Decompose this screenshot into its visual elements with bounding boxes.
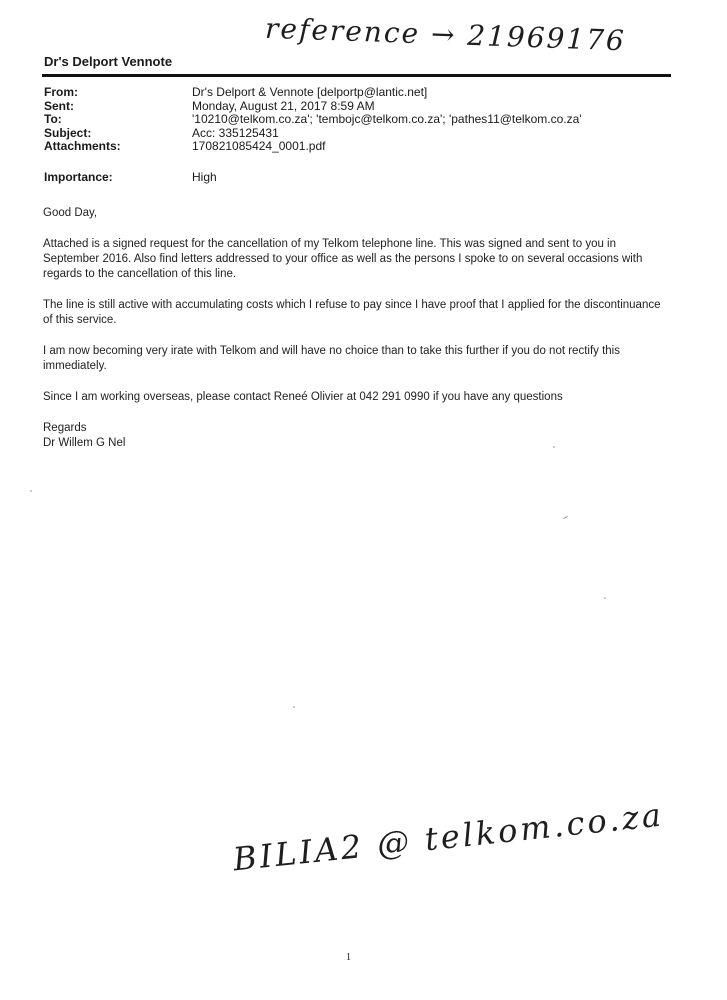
body-paragraph-2: The line is still active with accumulating costs which I refuse to pay since I have proof that I applied for the discontinuance of this service.: [43, 299, 661, 326]
sent-label: Sent:: [44, 98, 74, 113]
body-paragraph-3: I am now becoming very irate with Telkom and will have no choice than to take this further if you do not rectify this immediately.: [43, 345, 620, 372]
scan-speck: [553, 446, 555, 448]
importance-value: High: [192, 169, 217, 184]
sent-value: Monday, August 21, 2017 8:59 AM: [192, 98, 375, 113]
signature: Dr Willem G Nel: [43, 437, 126, 449]
scan-speck: [30, 490, 32, 492]
email-header-block: [44, 86, 684, 184]
from-label: From:: [44, 85, 78, 99]
importance-row: [44, 171, 684, 185]
scan-speck: [293, 706, 295, 708]
handwritten-email-note: BILIA2 @ telkom.co.za: [231, 795, 666, 879]
closing: Regards: [43, 422, 87, 434]
page-number: 1: [346, 952, 351, 963]
from-row: [44, 86, 684, 100]
attachments-row: [44, 140, 684, 154]
subject-value: Acc: 335125431: [192, 125, 279, 140]
subject-label: Subject:: [44, 125, 92, 140]
sent-row: [44, 100, 684, 114]
body-paragraph-4: Since I am working overseas, please contact Reneé Olivier at 042 291 0990 if you have any questions: [43, 391, 563, 403]
subject-row: [44, 127, 684, 141]
scan-speck: [563, 516, 568, 519]
handwritten-reference-note: reference → 21969176: [264, 11, 627, 58]
scan-speck: [604, 597, 606, 599]
from-value: Dr's Delport & Vennote [delportp@lantic.net]: [192, 85, 428, 99]
sender-title: Dr's Delport Vennote: [44, 54, 173, 69]
attachments-value: 170821085424_0001.pdf: [192, 139, 326, 153]
body-paragraph-1: Attached is a signed request for the cancellation of my Telkom telephone line. This was signed and sent to you in September 2016. Also find letters addressed to your office as well as the persons I spoke to on several occasions with regards to the cancellation of this line.: [43, 238, 643, 280]
to-label: To:: [44, 112, 62, 126]
to-value: '10210@telkom.co.za'; 'tembojc@telkom.co.za'; 'pathes11@telkom.co.za': [192, 112, 582, 126]
title-divider: [42, 74, 671, 77]
attachments-label: Attachments:: [44, 139, 121, 153]
to-row: [44, 113, 684, 127]
importance-label: Importance:: [44, 169, 113, 184]
greeting: Good Day,: [43, 207, 98, 219]
email-body: [43, 206, 673, 451]
